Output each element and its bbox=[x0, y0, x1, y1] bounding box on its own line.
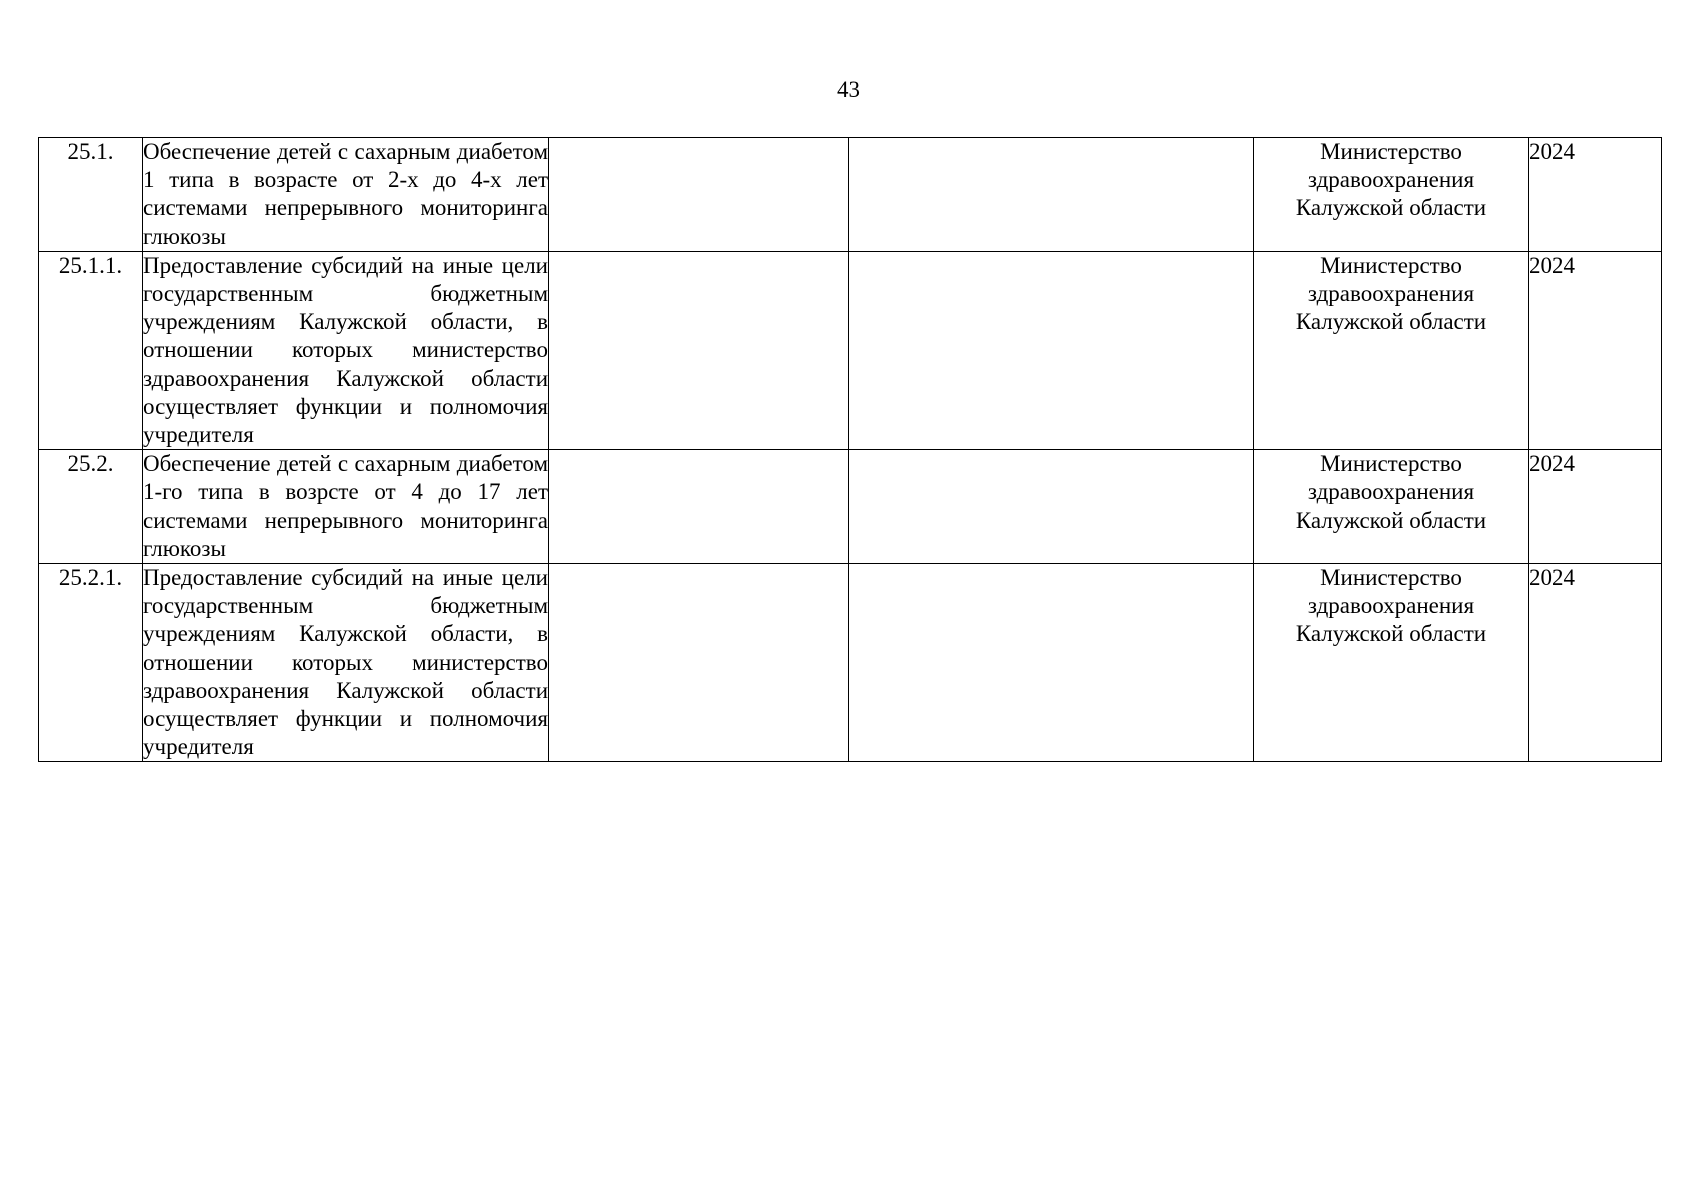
measures-table bbox=[38, 137, 1662, 762]
table-row bbox=[39, 251, 1662, 449]
item-description-cell: Обеспечение детей с сахарным диабетом 1-го типа в возрсте от 4 до 17 лет системами непрерывного мониторинга глюкозы bbox=[143, 450, 549, 564]
item-number-cell: 25.2.1. bbox=[39, 564, 143, 762]
table-row bbox=[39, 450, 1662, 564]
empty-cell bbox=[849, 450, 1254, 564]
year-cell: 2024 bbox=[1529, 564, 1662, 762]
empty-cell bbox=[549, 251, 849, 449]
executor-cell: Министерство здравоохранения Калужской области bbox=[1254, 138, 1529, 252]
item-number-cell: 25.1. bbox=[39, 138, 143, 252]
executor-cell: Министерство здравоохранения Калужской области bbox=[1254, 564, 1529, 762]
item-description-cell: Предоставление субсидий на иные цели государственным бюджетным учреждениям Калужской области, в отношении которых министерство здравоохранения Калужской области осуществляет функции и полномочия учредителя bbox=[143, 564, 549, 762]
empty-cell bbox=[849, 564, 1254, 762]
empty-cell bbox=[549, 450, 849, 564]
executor-cell: Министерство здравоохранения Калужской области bbox=[1254, 450, 1529, 564]
year-cell: 2024 bbox=[1529, 450, 1662, 564]
year-cell: 2024 bbox=[1529, 138, 1662, 252]
item-number-cell: 25.2. bbox=[39, 450, 143, 564]
year-cell: 2024 bbox=[1529, 251, 1662, 449]
table-row bbox=[39, 564, 1662, 762]
empty-cell bbox=[849, 138, 1254, 252]
executor-cell: Министерство здравоохранения Калужской области bbox=[1254, 251, 1529, 449]
empty-cell bbox=[549, 138, 849, 252]
empty-cell bbox=[549, 564, 849, 762]
table-row bbox=[39, 138, 1662, 252]
empty-cell bbox=[849, 251, 1254, 449]
item-description-cell: Обеспечение детей с сахарным диабетом 1 типа в возрасте от 2-х до 4-х лет системами непрерывного мониторинга глюкозы bbox=[143, 138, 549, 252]
item-number-cell: 25.1.1. bbox=[39, 251, 143, 449]
page-number: 43 bbox=[837, 77, 860, 102]
item-description-cell: Предоставление субсидий на иные цели государственным бюджетным учреждениям Калужской области, в отношении которых министерство здравоохранения Калужской области осуществляет функции и полномочия учредителя bbox=[143, 251, 549, 449]
